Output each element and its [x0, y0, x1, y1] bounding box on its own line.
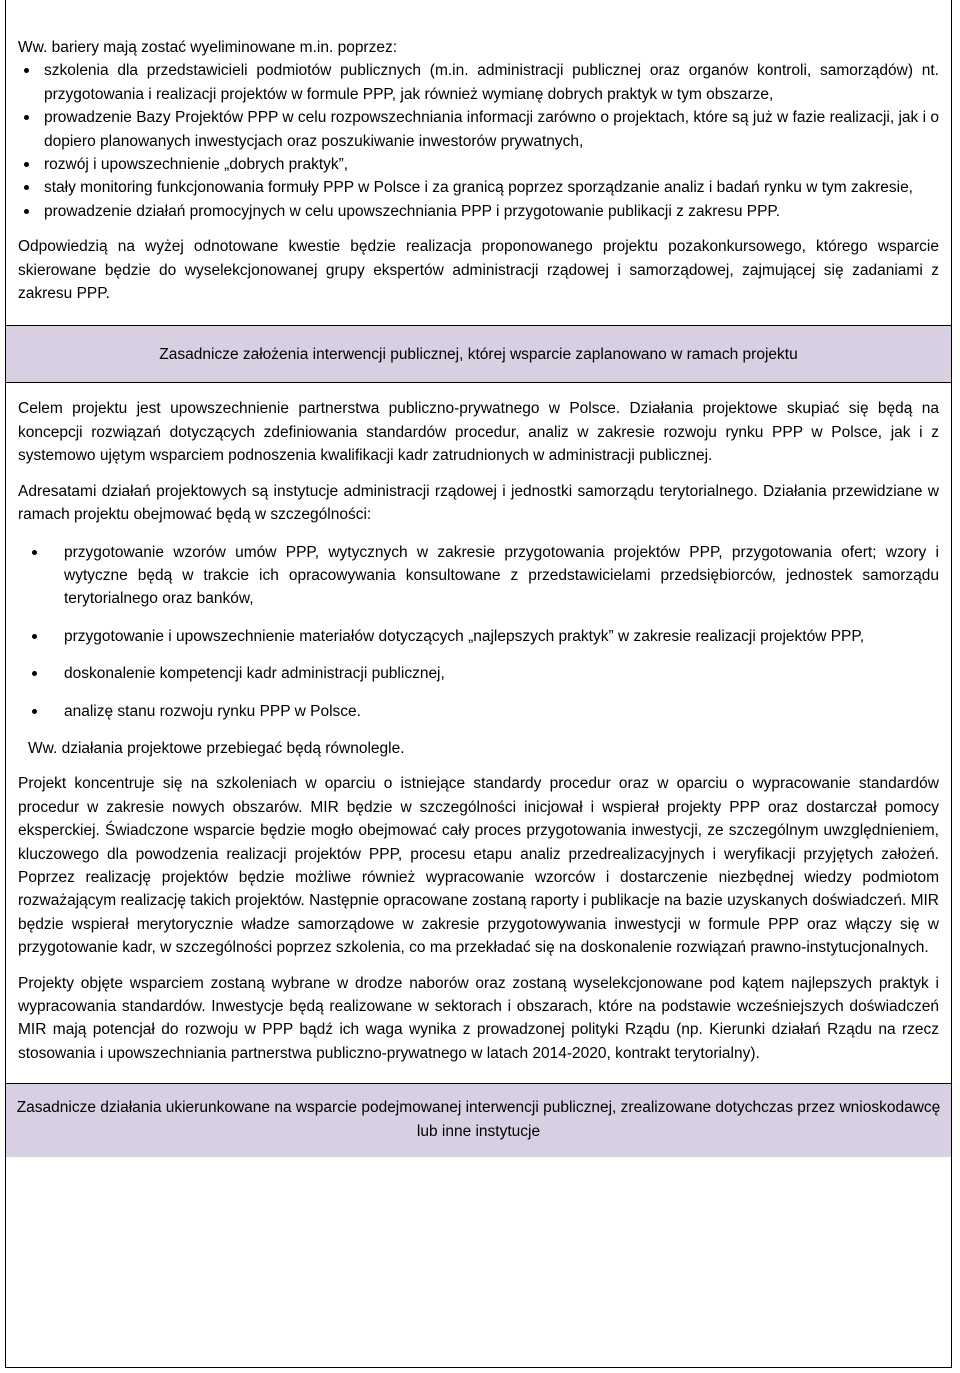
- list-item: przygotowanie wzorów umów PPP, wytycznych w zakresie przygotowania projektów PPP, przygotowania ofert; wzory i wytyczne będą w trakcie ich opracowywania konsultowane z przedstawicielami przedsiębiorców, jednostek samorządu terytorialnego oraz banków,: [18, 541, 939, 611]
- bullet-icon: [24, 162, 29, 167]
- section-header-assumptions: [6, 325, 951, 383]
- paragraph: Adresatami działań projektowych są instytucje administracji rządowej i jednostki samorządu terytorialnego. Działania przewidziane w ramach projektu obejmować będą w szczególności:: [18, 482, 939, 524]
- section-barriers: [6, 0, 951, 325]
- paragraph: Celem projektu jest upowszechnienie partnerstwa publiczno-prywatnego w Polsce. Działania projektowe skupiać się będą na koncepcji rozwiązań dotyczących zdefiniowania standardów procedur, analiz w zakresie rozwoju rynku PPP w Polsce, jak i z systemowo ujętym wsparciem podnoszenia kwalifikacji kadr zatrudnionych w administracji publicznej.: [18, 400, 939, 465]
- paragraph: Projekty objęte wsparciem zostaną wybrane w drodze naborów oraz zostaną wyselekcjonowane pod kątem najlepszych praktyk i wypracowania standardów. Inwestycje będą realizowane w sektorach i obszarach, które na podstawie wcześniejszych doświadczeń MIR mają potencjał do rozwoju w PPP bądź ich waga wynika z prowadzonej polityki Rządu (np. Kierunki działań Rządu na rzecz stosowania i upowszechniania partnerstwa publiczno-prywatnego w latach 2014-2020, kontrakt terytorialny).: [18, 974, 939, 1062]
- bullet-icon: [32, 709, 37, 714]
- barriers-intro: Ww. bariery mają zostać wyeliminowane m.in. poprzez:: [18, 39, 398, 56]
- list-item: prowadzenie działań promocyjnych w celu upowszechniania PPP i przygotowanie publikacji z zakresu PPP.: [18, 200, 939, 223]
- section-assumptions: [6, 383, 951, 1083]
- section-header-label: Zasadnicze działania ukierunkowane na wsparcie podejmowanej interwencji publicznej, zrealizowane dotychczas przez wnioskodawcę lub inne instytucje: [16, 1099, 941, 1140]
- list-item: doskonalenie kompetencji kadr administracji publicznej,: [18, 662, 939, 685]
- paragraph: Ww. działania projektowe przebiegać będą równolegle.: [28, 739, 405, 757]
- barriers-closing: Odpowiedzią na wyżej odnotowane kwestie będzie realizacja proponowanego projektu pozakonkursowego, którego wsparcie skierowane będzie do wyselekcjonowanej grupy ekspertów administracji rządowej i samorządowej, zajmującej się zadaniami z zakresu PPP.: [18, 238, 939, 303]
- section-header-prior-actions: [6, 1083, 951, 1157]
- list-item: stały monitoring funkcjonowania formuły PPP w Polsce i za granicą poprzez sporządzanie analiz i badań rynku w tym zakresie,: [18, 176, 939, 199]
- bullet-icon: [24, 115, 29, 120]
- bullet-icon: [24, 209, 29, 214]
- barriers-list: [18, 59, 939, 223]
- list-item: rozwój i upowszechnienie „dobrych praktyk”,: [18, 153, 939, 176]
- bullet-icon: [32, 634, 37, 639]
- list-item: analizę stanu rozwoju rynku PPP w Polsce.: [18, 700, 939, 723]
- bullet-icon: [24, 68, 29, 73]
- document-table: [5, 0, 952, 1368]
- bullet-icon: [32, 671, 37, 676]
- section-header-label: Zasadnicze założenia interwencji publicznej, której wsparcie zaplanowano w ramach projektu: [159, 346, 798, 364]
- paragraph: Projekt koncentruje się na szkoleniach w oparciu o istniejące standardy procedur oraz w oparciu o wypracowanie standardów procedur w zakresie nowych obszarów. MIR będzie w szczególności inicjował i wspierał projekty PPP oraz dostarczał pomocy eksperckiej. Świadczone wsparcie będzie mogło obejmować cały proces przygotowania inwestycji, ze szczególnym uwzględnieniem, kluczowego dla powodzenia realizacji projektów PPP, procesu etapu analiz przedrealizacyjnych i weryfikacji przyjętych założeń. Poprzez realizację projektów będzie możliwe również wypracowanie wzorców i dostarczenie niezbędnej wiedzy podmiotom rozważającym realizację takich projektów. Następnie opracowane zostaną raporty i publikacje na bazie uzyskanych doświadczeń. MIR będzie wspierał merytorycznie władze samorządowe w zakresie przygotowywania inwestycji w formule PPP oraz włączy się w przygotowanie kadr, w szczególności poprzez szkolenia, co ma przekładać się na doskonalenie rozwiązań prawno-instytucjonalnych.: [18, 775, 939, 957]
- list-item: szkolenia dla przedstawicieli podmiotów publicznych (m.in. administracji publicznej oraz organów kontroli, samorządów) nt. przygotowania i realizacji projektów w formule PPP, jak również wymianę dobrych praktyk w tym obszarze,: [18, 59, 939, 106]
- list-item: prowadzenie Bazy Projektów PPP w celu rozpowszechniania informacji zarówno o projektach, które są już w fazie realizacji, jak i o dopiero planowanych inwestycjach oraz poszukiwanie inwestorów prywatnych,: [18, 106, 939, 153]
- activities-list: [18, 541, 939, 723]
- bullet-icon: [32, 550, 37, 555]
- bullet-icon: [24, 185, 29, 190]
- list-item: przygotowanie i upowszechnienie materiałów dotyczących „najlepszych praktyk” w zakresie realizacji projektów PPP,: [18, 625, 939, 648]
